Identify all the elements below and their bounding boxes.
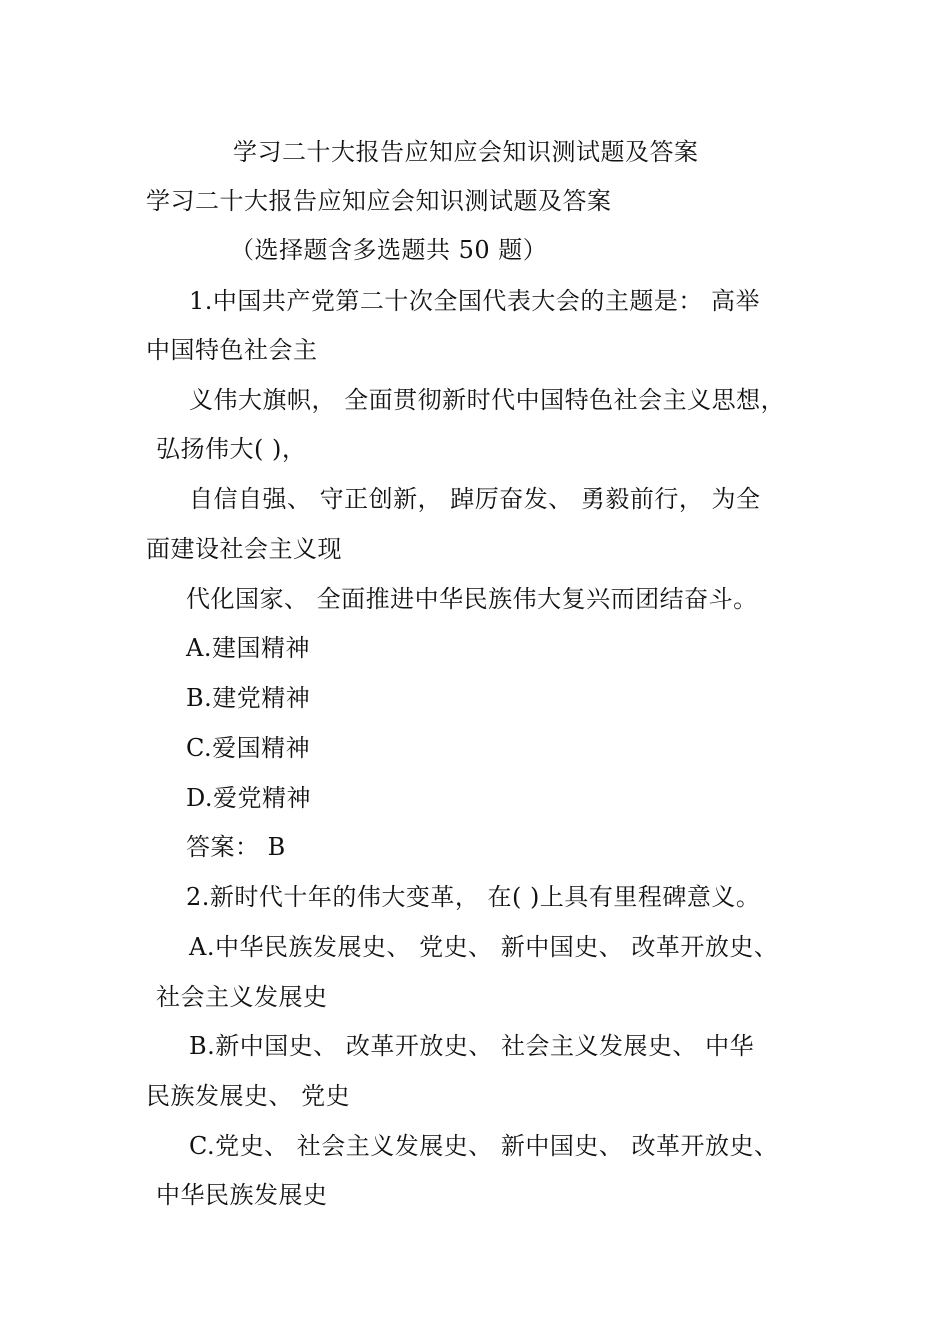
q1-option-a: A.建国精神 bbox=[186, 634, 310, 662]
q2-option-b-line-2: 民族发展史、 党史 bbox=[146, 1082, 351, 1110]
document-subtitle: （选择题含多选题共 50 题） bbox=[230, 236, 548, 264]
q2-option-c-line-1: C.党史、 社会主义发展史、 新中国史、 改革开放史、 bbox=[189, 1132, 779, 1160]
q1-text-line-2: 中国特色社会主 bbox=[146, 336, 318, 364]
q2-text-line-1: 2.新时代十年的伟大变革， 在( )上具有里程碑意义。 bbox=[186, 883, 761, 911]
q1-option-b: B.建党精神 bbox=[186, 684, 311, 712]
q1-option-c: C.爱国精神 bbox=[186, 734, 311, 762]
q1-text-line-1: 1.中国共产党第二十次全国代表大会的主题是： 高举 bbox=[189, 287, 761, 315]
q2-option-c-line-2: 中华民族发展史 bbox=[156, 1181, 328, 1209]
q1-answer: 答案： B bbox=[186, 833, 286, 861]
q1-text-line-6: 面建设社会主义现 bbox=[146, 535, 342, 563]
q1-option-d: D.爱党精神 bbox=[186, 784, 312, 812]
q1-text-line-7: 代化国家、 全面推进中华民族伟大复兴而团结奋斗。 bbox=[186, 585, 758, 613]
q2-option-a-line-2: 社会主义发展史 bbox=[156, 983, 328, 1011]
document-title-repeat: 学习二十大报告应知应会知识测试题及答案 bbox=[146, 187, 612, 215]
q1-text-line-3: 义伟大旗帜， 全面贯彻新时代中国特色社会主义思想， bbox=[189, 386, 786, 414]
q2-option-b-line-1: B.新中国史、 改革开放史、 社会主义发展史、 中华 bbox=[189, 1032, 755, 1060]
q1-text-line-4: 弘扬伟大( )， bbox=[156, 435, 307, 463]
document-title: 学习二十大报告应知应会知识测试题及答案 bbox=[233, 138, 699, 166]
q1-text-line-5: 自信自强、 守正创新， 踔厉奋发、 勇毅前行， 为全 bbox=[189, 485, 761, 513]
q2-option-a-line-1: A.中华民族发展史、 党史、 新中国史、 改革开放史、 bbox=[189, 933, 779, 961]
